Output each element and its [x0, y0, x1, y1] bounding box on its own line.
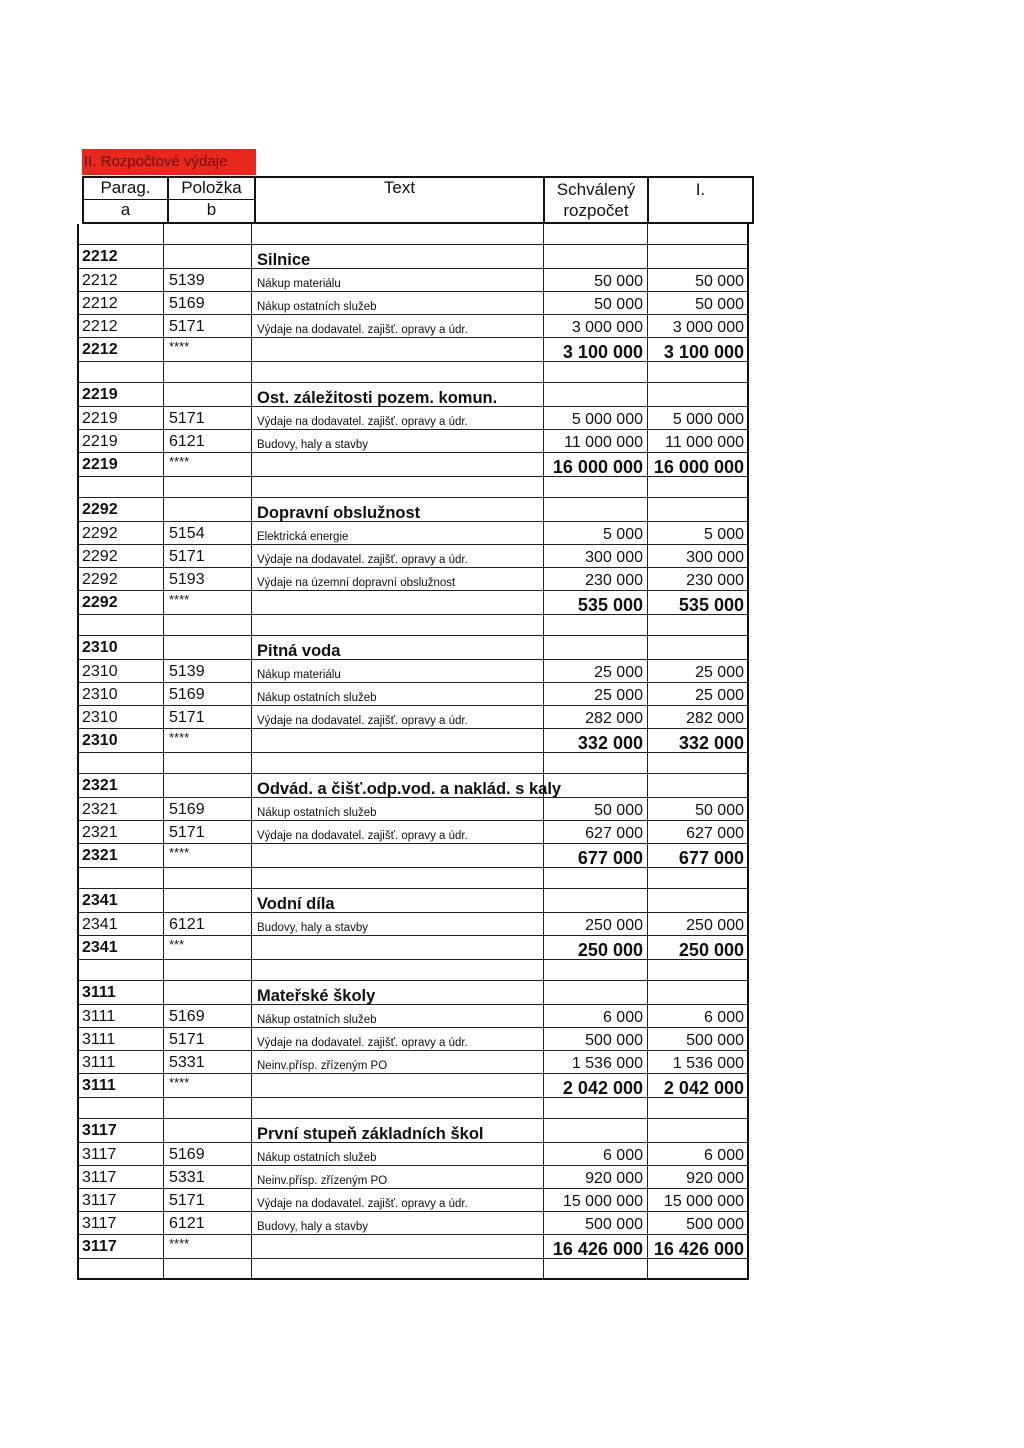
polozka-cell [164, 477, 252, 498]
item-text: Výdaje na dodavatel. zajišť. opravy a údr. [252, 1189, 544, 1212]
polozka-cell [164, 889, 252, 913]
col-i-cell: 50 000 [648, 798, 749, 821]
schvaleny-cell [544, 981, 648, 1005]
parag-cell [77, 1098, 164, 1119]
schvaleny-cell [544, 477, 648, 498]
parag-cell: 3117 [77, 1166, 164, 1189]
parag-cell: 2219 [77, 383, 164, 407]
col-i-cell [648, 889, 749, 913]
col-i-cell: 15 000 000 [648, 1189, 749, 1212]
item-text: Elektrická energie [252, 522, 544, 545]
parag-cell: 3111 [77, 1051, 164, 1074]
section-title: Ost. záležitosti pozem. komun. [252, 383, 544, 407]
parag-cell: 2212 [77, 245, 164, 269]
col-i-cell [648, 636, 749, 660]
table-row [77, 844, 749, 868]
col-i-cell: 6 000 [648, 1143, 749, 1166]
col-i-cell: 500 000 [648, 1028, 749, 1051]
schvaleny-cell: 920 000 [544, 1166, 648, 1189]
col-i-cell [648, 1098, 749, 1119]
table-row [77, 498, 749, 522]
item-text: Výdaje na dodavatel. zajišť. opravy a údr. [252, 1028, 544, 1051]
item-text: Výdaje na územní dopravní obslužnost [252, 568, 544, 591]
col-i-cell: 25 000 [648, 683, 749, 706]
schvaleny-cell: 15 000 000 [544, 1189, 648, 1212]
polozka-cell [164, 774, 252, 798]
table-row [77, 774, 749, 798]
table-row [77, 245, 749, 269]
item-text: Nákup ostatních služeb [252, 1143, 544, 1166]
parag-cell: 2212 [77, 292, 164, 315]
parag-cell: 2292 [77, 498, 164, 522]
table-row [77, 292, 749, 315]
polozka-cell [164, 498, 252, 522]
col-i-cell [648, 498, 749, 522]
col-i-cell: 1 536 000 [648, 1051, 749, 1074]
item-text: Nákup ostatních služeb [252, 292, 544, 315]
polozka-cell: 5331 [164, 1051, 252, 1074]
polozka-cell: 5169 [164, 798, 252, 821]
polozka-cell [164, 1259, 252, 1280]
total-col-i-cell: 3 100 000 [648, 338, 749, 362]
table-row [77, 821, 749, 844]
item-text: Nákup ostatních služeb [252, 1005, 544, 1028]
table-row [77, 362, 749, 383]
table-row [77, 636, 749, 660]
parag-cell [77, 477, 164, 498]
polozka-cell: 5331 [164, 1166, 252, 1189]
parag-cell [77, 615, 164, 636]
section-title-badge: II. Rozpočtové výdaje [82, 149, 256, 175]
col-i-cell [648, 245, 749, 269]
polozka-cell [164, 981, 252, 1005]
budget-table [77, 224, 749, 1280]
header-parag-sub: a [120, 200, 131, 219]
table-row [77, 706, 749, 729]
parag-cell: 2292 [77, 522, 164, 545]
header-col-i: I. [695, 180, 706, 199]
item-text: Budovy, haly a stavby [252, 913, 544, 936]
polozka-cell [164, 615, 252, 636]
polozka-cell: **** [164, 729, 252, 753]
total-col-i-cell: 2 042 000 [648, 1074, 749, 1098]
table-row [77, 615, 749, 636]
table-row [77, 729, 749, 753]
parag-cell: 2292 [77, 545, 164, 568]
polozka-cell [164, 868, 252, 889]
parag-cell: 2341 [77, 889, 164, 913]
schvaleny-cell [544, 1119, 648, 1143]
parag-cell: 2341 [77, 936, 164, 960]
parag-cell: 3111 [77, 1028, 164, 1051]
item-text: Nákup ostatních služeb [252, 798, 544, 821]
table-row [77, 936, 749, 960]
header-schvaleny: Schválený [556, 180, 636, 199]
schvaleny-cell: 25 000 [544, 660, 648, 683]
col-i-cell [648, 960, 749, 981]
total-col-i-cell: 535 000 [648, 591, 749, 615]
polozka-cell: 6121 [164, 913, 252, 936]
polozka-cell [164, 753, 252, 774]
table-row [77, 1051, 749, 1074]
table-row [77, 545, 749, 568]
col-i-cell: 282 000 [648, 706, 749, 729]
parag-cell: 2310 [77, 729, 164, 753]
table-row [77, 1028, 749, 1051]
text-cell [252, 453, 544, 477]
schvaleny-cell [544, 889, 648, 913]
parag-cell: 2310 [77, 706, 164, 729]
schvaleny-cell [544, 383, 648, 407]
parag-cell: 3117 [77, 1143, 164, 1166]
parag-cell: 2310 [77, 636, 164, 660]
polozka-cell: 5169 [164, 1143, 252, 1166]
schvaleny-cell: 3 000 000 [544, 315, 648, 338]
schvaleny-cell [544, 245, 648, 269]
total-schvaleny-cell: 535 000 [544, 591, 648, 615]
header-text: Text [383, 178, 416, 197]
total-schvaleny-cell: 16 000 000 [544, 453, 648, 477]
item-text: Nákup materiálu [252, 660, 544, 683]
section-title: Silnice [252, 245, 544, 269]
text-cell [252, 844, 544, 868]
col-i-cell [648, 615, 749, 636]
text-cell [252, 1235, 544, 1259]
schvaleny-cell [544, 362, 648, 383]
schvaleny-cell: 500 000 [544, 1212, 648, 1235]
table-row [77, 477, 749, 498]
table-row [77, 591, 749, 615]
schvaleny-cell [544, 498, 648, 522]
table-row [77, 1235, 749, 1259]
parag-cell: 3111 [77, 1074, 164, 1098]
col-i-cell: 25 000 [648, 660, 749, 683]
schvaleny-cell: 6 000 [544, 1005, 648, 1028]
text-cell [252, 591, 544, 615]
table-row [77, 913, 749, 936]
parag-cell: 2321 [77, 798, 164, 821]
parag-cell: 2321 [77, 844, 164, 868]
schvaleny-cell [544, 774, 648, 798]
parag-cell: 2212 [77, 338, 164, 362]
polozka-cell [164, 383, 252, 407]
section-title: Odvád. a čišť.odp.vod. a naklád. s kaly [252, 774, 544, 798]
table-row [77, 453, 749, 477]
schvaleny-cell: 250 000 [544, 913, 648, 936]
parag-cell: 2212 [77, 269, 164, 292]
col-i-cell: 11 000 000 [648, 430, 749, 453]
text-cell [252, 477, 544, 498]
polozka-cell: 5171 [164, 706, 252, 729]
total-schvaleny-cell: 250 000 [544, 936, 648, 960]
item-text: Neinv.přísp. zřízeným PO [252, 1051, 544, 1074]
table-row [77, 1119, 749, 1143]
polozka-cell [164, 636, 252, 660]
col-i-cell [648, 753, 749, 774]
polozka-cell [164, 224, 252, 245]
polozka-cell [164, 960, 252, 981]
schvaleny-cell: 500 000 [544, 1028, 648, 1051]
schvaleny-cell [544, 636, 648, 660]
parag-cell: 2219 [77, 453, 164, 477]
polozka-cell [164, 1098, 252, 1119]
schvaleny-cell: 25 000 [544, 683, 648, 706]
schvaleny-cell: 1 536 000 [544, 1051, 648, 1074]
table-row [77, 1166, 749, 1189]
total-schvaleny-cell: 677 000 [544, 844, 648, 868]
polozka-cell: 5171 [164, 545, 252, 568]
schvaleny-cell: 50 000 [544, 292, 648, 315]
polozka-cell [164, 1119, 252, 1143]
header-polozka-sub: b [206, 200, 217, 219]
col-i-cell: 627 000 [648, 821, 749, 844]
text-cell [252, 615, 544, 636]
table-row [77, 683, 749, 706]
table-row [77, 889, 749, 913]
parag-cell: 3117 [77, 1235, 164, 1259]
polozka-cell: 5139 [164, 269, 252, 292]
table-row [77, 430, 749, 453]
polozka-cell: 5171 [164, 407, 252, 430]
item-text: Výdaje na dodavatel. zajišť. opravy a údr. [252, 407, 544, 430]
total-col-i-cell: 16 426 000 [648, 1235, 749, 1259]
section-title: Dopravní obslužnost [252, 498, 544, 522]
col-i-cell: 50 000 [648, 292, 749, 315]
polozka-cell: 5171 [164, 315, 252, 338]
schvaleny-cell [544, 753, 648, 774]
schvaleny-cell [544, 960, 648, 981]
item-text: Neinv.přísp. zřízeným PO [252, 1166, 544, 1189]
table-row [77, 1212, 749, 1235]
parag-cell: 2219 [77, 407, 164, 430]
parag-cell: 2292 [77, 591, 164, 615]
item-text: Budovy, haly a stavby [252, 1212, 544, 1235]
col-i-cell [648, 868, 749, 889]
item-text: Budovy, haly a stavby [252, 430, 544, 453]
text-cell [252, 1098, 544, 1119]
text-cell [252, 753, 544, 774]
item-text: Výdaje na dodavatel. zajišť. opravy a údr. [252, 821, 544, 844]
col-i-cell: 5 000 000 [648, 407, 749, 430]
polozka-cell: **** [164, 1074, 252, 1098]
text-cell [252, 224, 544, 245]
parag-cell [77, 753, 164, 774]
table-row [77, 1074, 749, 1098]
text-cell [252, 362, 544, 383]
polozka-cell: 5171 [164, 1189, 252, 1212]
schvaleny-cell: 282 000 [544, 706, 648, 729]
polozka-cell: **** [164, 591, 252, 615]
col-i-cell [648, 362, 749, 383]
parag-cell: 2219 [77, 430, 164, 453]
schvaleny-cell: 50 000 [544, 269, 648, 292]
polozka-cell: **** [164, 453, 252, 477]
col-i-cell: 50 000 [648, 269, 749, 292]
parag-cell: 2310 [77, 660, 164, 683]
table-row [77, 407, 749, 430]
table-row [77, 1098, 749, 1119]
total-schvaleny-cell: 2 042 000 [544, 1074, 648, 1098]
total-schvaleny-cell: 332 000 [544, 729, 648, 753]
item-text: Výdaje na dodavatel. zajišť. opravy a údr. [252, 706, 544, 729]
item-text: Nákup ostatních služeb [252, 683, 544, 706]
parag-cell: 3117 [77, 1189, 164, 1212]
polozka-cell: 5154 [164, 522, 252, 545]
polozka-cell: **** [164, 844, 252, 868]
section-title: Mateřské školy [252, 981, 544, 1005]
text-cell [252, 1074, 544, 1098]
col-i-cell: 6 000 [648, 1005, 749, 1028]
col-i-cell: 920 000 [648, 1166, 749, 1189]
text-cell [252, 338, 544, 362]
header-polozka: Položka [181, 178, 242, 197]
polozka-cell: 5169 [164, 683, 252, 706]
text-cell [252, 1259, 544, 1280]
parag-cell: 2292 [77, 568, 164, 591]
parag-cell [77, 868, 164, 889]
col-i-cell [648, 981, 749, 1005]
col-i-cell: 3 000 000 [648, 315, 749, 338]
parag-cell: 2321 [77, 821, 164, 844]
total-schvaleny-cell: 3 100 000 [544, 338, 648, 362]
total-col-i-cell: 677 000 [648, 844, 749, 868]
schvaleny-cell [544, 224, 648, 245]
polozka-cell: 6121 [164, 1212, 252, 1235]
col-i-cell [648, 383, 749, 407]
col-i-cell [648, 224, 749, 245]
section-title: Pitná voda [252, 636, 544, 660]
total-col-i-cell: 16 000 000 [648, 453, 749, 477]
text-cell [252, 729, 544, 753]
header-parag: Parag. [100, 178, 151, 197]
parag-cell: 3111 [77, 1005, 164, 1028]
schvaleny-cell: 627 000 [544, 821, 648, 844]
polozka-cell: *** [164, 936, 252, 960]
parag-cell: 2310 [77, 683, 164, 706]
table-row [77, 568, 749, 591]
parag-cell: 2321 [77, 774, 164, 798]
col-i-cell: 5 000 [648, 522, 749, 545]
parag-cell: 3111 [77, 981, 164, 1005]
table-row [77, 1259, 749, 1280]
parag-cell [77, 362, 164, 383]
col-i-cell: 230 000 [648, 568, 749, 591]
schvaleny-cell: 5 000 000 [544, 407, 648, 430]
schvaleny-cell [544, 615, 648, 636]
table-row [77, 522, 749, 545]
schvaleny-cell: 300 000 [544, 545, 648, 568]
table-row [77, 1189, 749, 1212]
col-i-cell [648, 1259, 749, 1280]
header-rozpocet: rozpočet [563, 201, 629, 220]
table-row [77, 338, 749, 362]
polozka-cell: **** [164, 1235, 252, 1259]
schvaleny-cell: 6 000 [544, 1143, 648, 1166]
schvaleny-cell [544, 1098, 648, 1119]
col-i-cell [648, 1119, 749, 1143]
text-cell [252, 936, 544, 960]
polozka-cell: 5169 [164, 292, 252, 315]
schvaleny-cell: 5 000 [544, 522, 648, 545]
polozka-cell: 5171 [164, 1028, 252, 1051]
col-i-cell: 250 000 [648, 913, 749, 936]
parag-cell [77, 1259, 164, 1280]
table-row [77, 981, 749, 1005]
parag-cell [77, 960, 164, 981]
polozka-cell: 5169 [164, 1005, 252, 1028]
parag-cell [77, 224, 164, 245]
table-row [77, 1143, 749, 1166]
table-row [77, 1005, 749, 1028]
table-row [77, 383, 749, 407]
total-col-i-cell: 250 000 [648, 936, 749, 960]
parag-cell: 3117 [77, 1212, 164, 1235]
schvaleny-cell: 11 000 000 [544, 430, 648, 453]
total-col-i-cell: 332 000 [648, 729, 749, 753]
polozka-cell: **** [164, 338, 252, 362]
polozka-cell: 5193 [164, 568, 252, 591]
col-i-cell: 500 000 [648, 1212, 749, 1235]
schvaleny-cell [544, 868, 648, 889]
parag-cell: 3117 [77, 1119, 164, 1143]
col-i-cell: 300 000 [648, 545, 749, 568]
polozka-cell: 6121 [164, 430, 252, 453]
polozka-cell: 5171 [164, 821, 252, 844]
table-row [77, 660, 749, 683]
parag-cell: 2212 [77, 315, 164, 338]
item-text: Výdaje na dodavatel. zajišť. opravy a údr. [252, 545, 544, 568]
col-i-cell [648, 774, 749, 798]
polozka-cell [164, 362, 252, 383]
item-text: Nákup materiálu [252, 269, 544, 292]
schvaleny-cell: 230 000 [544, 568, 648, 591]
schvaleny-cell: 50 000 [544, 798, 648, 821]
text-cell [252, 868, 544, 889]
table-row [77, 960, 749, 981]
section-title: První stupeň základních škol [252, 1119, 544, 1143]
text-cell [252, 960, 544, 981]
schvaleny-cell [544, 1259, 648, 1280]
table-row [77, 798, 749, 821]
parag-cell: 2341 [77, 913, 164, 936]
item-text: Výdaje na dodavatel. zajišť. opravy a údr. [252, 315, 544, 338]
table-row [77, 753, 749, 774]
col-i-cell [648, 477, 749, 498]
table-row [77, 224, 749, 245]
table-row [77, 269, 749, 292]
polozka-cell [164, 245, 252, 269]
table-row [77, 868, 749, 889]
table-header [82, 176, 754, 224]
polozka-cell: 5139 [164, 660, 252, 683]
total-schvaleny-cell: 16 426 000 [544, 1235, 648, 1259]
table-row [77, 315, 749, 338]
section-title: Vodní díla [252, 889, 544, 913]
